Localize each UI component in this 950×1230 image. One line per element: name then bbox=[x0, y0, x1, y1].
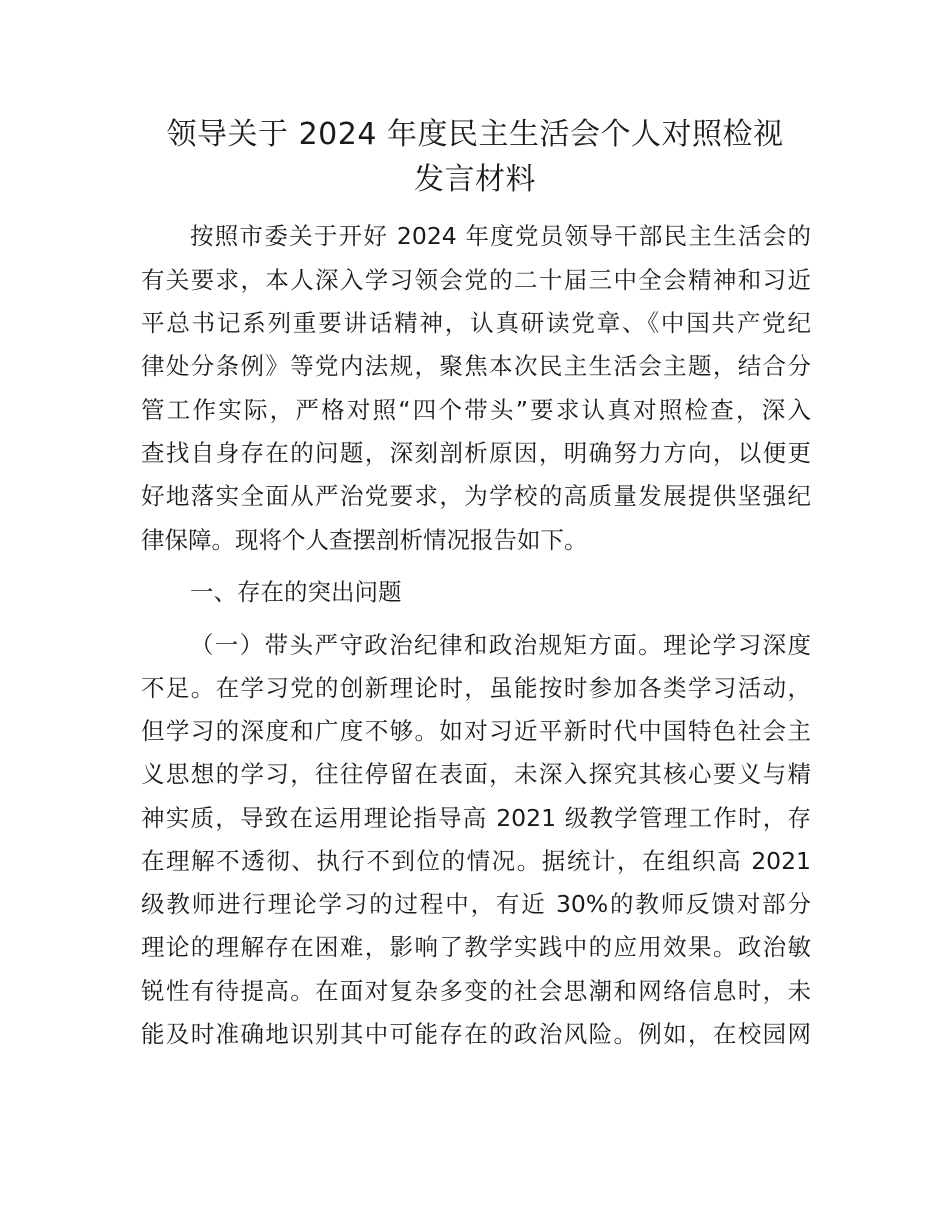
section-heading: 一、存在的突出问题 bbox=[190, 578, 402, 606]
paragraph-1-line-4: 律处分条例》等党内法规，聚焦本次民主生活会主题，结合分 bbox=[141, 352, 811, 380]
paragraph-2-line-1: （一）带头严守政治纪律和政治规矩方面。理论学习深度 bbox=[190, 631, 811, 659]
paragraph-1-line-1: 按照市委关于开好 2024 年度党员领导干部民主生活会的 bbox=[190, 222, 811, 250]
paragraph-2-line-9: 锐性有待提高。在面对复杂多变的社会思潮和网络信息时，未 bbox=[141, 977, 811, 1005]
paragraph-1-line-5: 管工作实际，严格对照“四个带头”要求认真对照检查，深入 bbox=[141, 396, 811, 424]
paragraph-2-line-7: 级教师进行理论学习的过程中，有近 30%的教师反馈对部分 bbox=[141, 890, 811, 918]
paragraph-1-line-2: 有关要求，本人深入学习领会党的二十届三中全会精神和习近 bbox=[141, 266, 811, 294]
document-title-line-1: 领导关于 2024 年度民主生活会个人对照检视 bbox=[166, 117, 784, 152]
paragraph-2-line-5: 神实质，导致在运用理论指导高 2021 级教学管理工作时，存 bbox=[141, 804, 811, 832]
paragraph-1-line-3: 平总书记系列重要讲话精神，认真研读党章、《中国共产党纪 bbox=[141, 309, 811, 337]
paragraph-2-line-2: 不足。在学习党的创新理论时，虽能按时参加各类学习活动， bbox=[141, 674, 811, 702]
paragraph-2-line-10: 能及时准确地识别其中可能存在的政治风险。例如，在校园网 bbox=[141, 1020, 811, 1048]
paragraph-2-line-4: 义思想的学习，往往停留在表面，未深入探究其核心要义与精 bbox=[141, 760, 811, 788]
paragraph-2-line-3: 但学习的深度和广度不够。如对习近平新时代中国特色社会主 bbox=[141, 717, 811, 745]
document-title-line-2: 发言材料 bbox=[414, 162, 536, 197]
paragraph-1-line-8: 律保障。现将个人查摆剖析情况报告如下。 bbox=[141, 526, 588, 554]
paragraph-1-line-6: 查找自身存在的问题，深刻剖析原因，明确努力方向，以便更 bbox=[141, 439, 811, 467]
paragraph-1-line-7: 好地落实全面从严治党要求，为学校的高质量发展提供坚强纪 bbox=[141, 482, 811, 510]
paragraph-2-line-8: 理论的理解存在困难，影响了教学实践中的应用效果。政治敏 bbox=[141, 933, 811, 961]
paragraph-2-line-6: 在理解不透彻、执行不到位的情况。据统计，在组织高 2021 bbox=[141, 847, 811, 875]
